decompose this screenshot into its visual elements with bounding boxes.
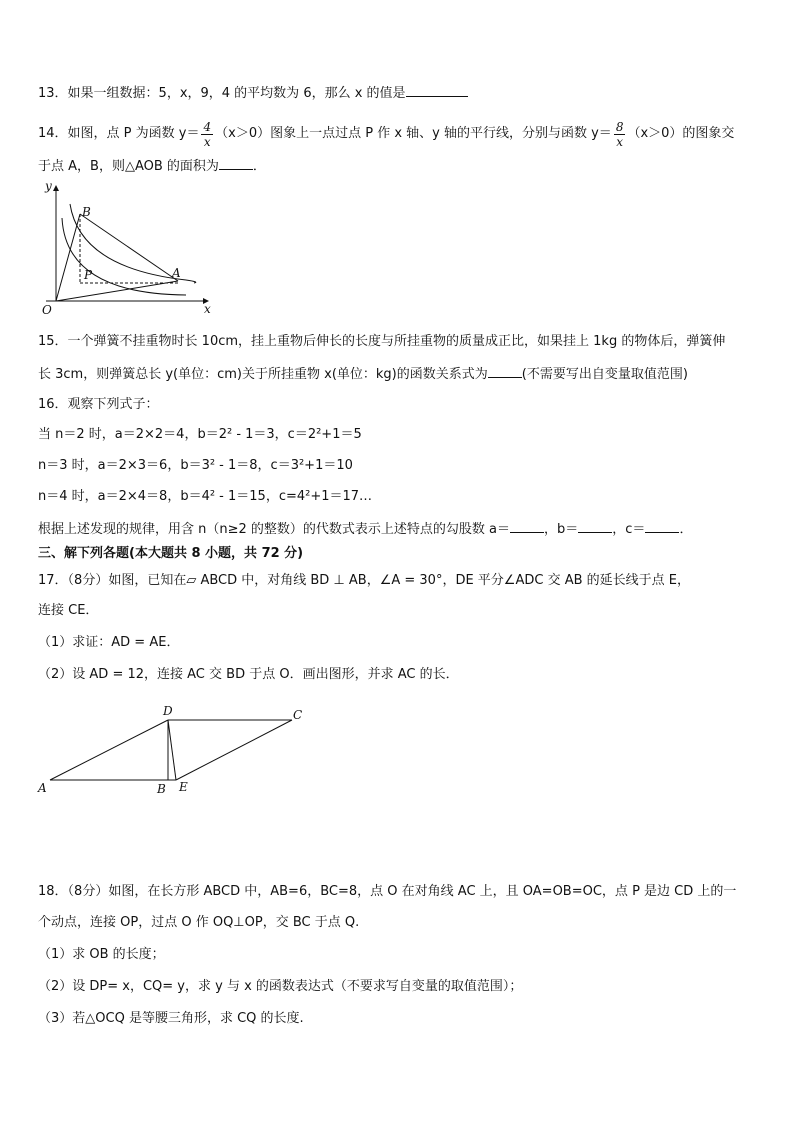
label-y: y — [45, 179, 52, 193]
question-14-line1 — [38, 116, 734, 152]
q15-answer-blank — [488, 364, 522, 378]
segment-DE — [168, 720, 176, 780]
q16-blank-b — [578, 519, 612, 533]
question-14-line2: 于点 A，B，则△AOB 的面积为 ． — [38, 156, 266, 176]
question-17-line1: 17．（8分）如图，已知在▱ ABCD 中，对角线 BD ⊥ AB，∠A = 30°，DE 平分∠ADC 交 AB 的延长线于点 E， — [38, 573, 690, 588]
section-3-title: 三、解下列各题(本大题共 8 小题，共 72 分) — [38, 546, 304, 561]
segment-OB — [56, 214, 80, 301]
question-17-sub1: （1）求证：AD = AE． — [38, 635, 180, 650]
q16-ask: 根据上述发现的规律，用含 n（n≥2 的整数）的代数式表示上述特点的勾股数 a＝ ，b＝ ，c＝ ． — [38, 519, 692, 539]
question-15-line1: 15．一个弹簧不挂重物时长 10cm，挂上重物后伸长的长度与所挂重物的质量成正比，如果挂上 1kg 的物体后，弹簧伸 — [38, 334, 726, 349]
segment-CE — [176, 720, 292, 780]
q14-part1: 14．如图，点 P 为函数 y＝ — [38, 126, 200, 141]
q14-fraction-4-over-x: $\frac{4}{x}$ — [203, 119, 212, 149]
question-18-sub2: （2）设 DP= x，CQ= y，求 y 与 x 的函数表达式（不要求写自变量的取值范围）； — [38, 979, 523, 994]
q16-row-2: n＝3 时，a＝2×3＝6，b＝3² - 1＝8，c＝3²+1＝10 — [38, 458, 353, 473]
q13-text: 13．如果一组数据：5，x，9，4 的平均数为 6，那么 x 的值是 — [38, 86, 406, 101]
q16-blank-c — [645, 519, 679, 533]
label-P: P — [84, 268, 93, 282]
label-A: A — [172, 266, 181, 280]
q14-part3: （x＞0）的图象交 — [627, 126, 735, 141]
question-17-line2: 连接 CE． — [38, 603, 99, 618]
label-A: A — [38, 781, 47, 795]
q16-blank-a — [510, 519, 544, 533]
question-16-title: 16．观察下列式子： — [38, 397, 159, 412]
q13-answer-blank — [406, 83, 468, 97]
segment-OA — [56, 281, 178, 301]
segment-AD — [50, 720, 168, 780]
label-x: x — [204, 302, 211, 316]
label-B: B — [157, 782, 166, 796]
question-18-sub3: （3）若△OCQ 是等腰三角形，求 CQ 的长度. — [38, 1011, 304, 1026]
question-18-line2: 个动点，连接 OP，过点 O 作 OQ⊥OP，交 BC 于点 Q. — [38, 915, 360, 930]
question-15-line2: 长 3cm，则弹簧总长 y(单位：cm)关于所挂重物 x(单位：kg)的函数关系式为 (不需要写出自变量取值范围) — [38, 364, 688, 384]
label-E: E — [179, 780, 188, 794]
label-O: O — [42, 303, 52, 316]
q14-figure — [36, 176, 226, 316]
question-17-sub2: （2）设 AD = 12，连接 AC 交 BD 于点 O．画出图形，并求 AC 的长． — [38, 667, 459, 682]
label-D: D — [163, 704, 173, 718]
q17-figure — [36, 702, 316, 802]
q14-line2: 于点 A，B，则△AOB 的面积为 — [38, 159, 219, 174]
q16-row-3: n＝4 时，a＝2×4＝8，b＝4² - 1＝15，c=4²+1＝17… — [38, 489, 373, 504]
question-18-sub1: （1）求 OB 的长度； — [38, 947, 165, 962]
q14-answer-blank — [219, 156, 253, 170]
question-18-line1: 18．（8分）如图，在长方形 ABCD 中，AB=6，BC=8，点 O 在对角线 AC 上，且 OA=OB=OC，点 P 是边 CD 上的一 — [38, 884, 737, 899]
q14-fraction-8-over-x: $\frac{8}{x}$ — [615, 119, 624, 149]
q14-part2: （x＞0）图象上一点过点 P 作 x 轴、y 轴的平行线，分别与函数 y＝ — [215, 126, 612, 141]
q16-row-1: 当 n＝2 时，a＝2×2＝4，b＝2² - 1＝3，c＝2²+1＝5 — [38, 427, 362, 442]
question-13 — [38, 83, 468, 103]
label-B: B — [82, 205, 91, 219]
label-C: C — [293, 708, 303, 722]
